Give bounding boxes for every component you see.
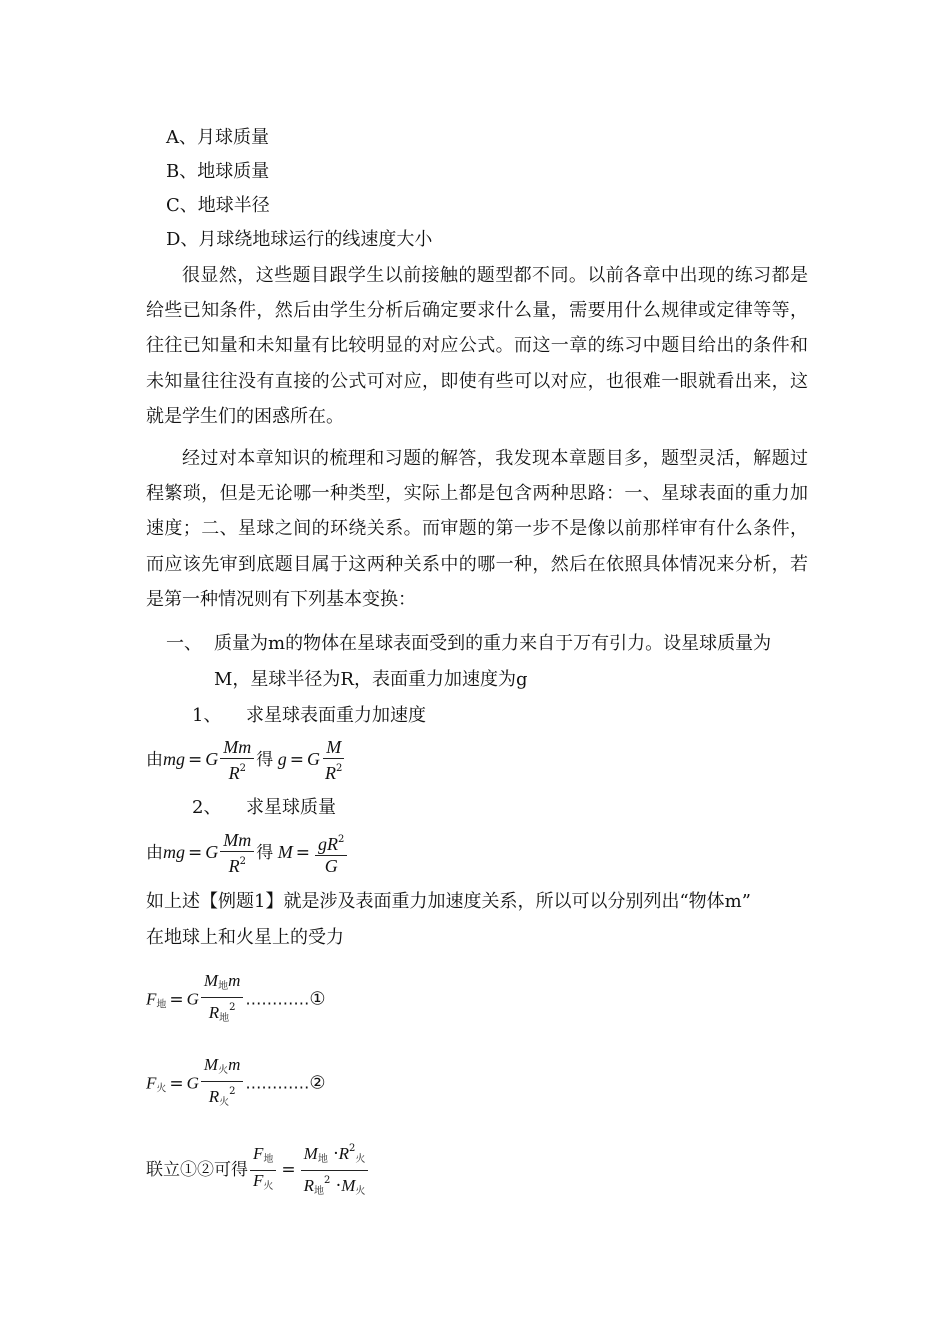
formula-word-you: 由 [146,750,163,770]
subsection-2-title: 求星球质量 [246,797,336,818]
example-text-line1: 如上述【例题1】就是涉及表面重力加速度关系，所以可以分别列出“物体m” [146,891,751,912]
section-text-line1: 质量为m的物体在星球表面受到的重力来自于万有引力。设星球质量为 [214,633,772,654]
ratio-den-huo: 火 [355,1186,366,1197]
ratio-num-huo: 火 [355,1154,366,1165]
section-number: 一、 [166,633,202,654]
formula-word-de: 得 [256,750,274,770]
circle-2: ② [309,1072,326,1094]
example-text-line2: 在地球上和火星上的受力 [146,927,344,948]
formula-planet-mass: 由mg = G $\frac{Mm}{R^2}$ 得 M = $\frac{gR^2}{G}$ [146,831,349,876]
dots-2: ………… [245,1073,310,1093]
equation-ratio: 联立①②可得 $\frac{F_地}{F_火}$ = $\frac{M_地 \cdot R^2_火}{R_地^2 \cdot M_火}$ [146,1140,370,1201]
formula-word-you-2: 由 [146,843,163,863]
ratio-sub-huo: 火 [263,1181,274,1192]
ratio-sub-di: 地 [263,1154,274,1165]
sub-di: 地 [156,999,167,1011]
sub-huo: 火 [156,1083,167,1095]
sub-huo-num: 火 [218,1065,229,1076]
equation-mars-force: $F_火 = G$ $\frac{M_火m}{R_火^2}$ …………② [146,1055,326,1108]
circle-1: ① [309,988,326,1010]
subsection-1-number: 1、 [192,705,222,726]
sub-huo-den: 火 [219,1097,230,1108]
paragraph-method: 经过对本章知识的梳理和习题的解答，我发现本章题目多，题型灵活，解题过程繁琐，但是无论哪一种类型，实际上都是包含两种思路：一、星球表面的重力加速度；二、星球之间的环绕关系。而审题的第一步不是像以前那样审有什么条件，而应该先审到底题目属于这两种关系中的哪一种，然后在依照具体情况来分析，若是第一种情况则有下列基本变换： [146,448,808,610]
equation-earth-force: $F_地 = G$ $\frac{M_地m}{R_地^2}$ …………① [146,971,326,1024]
subsection-1-title: 求星球表面重力加速度 [246,705,426,726]
sub-di-num: 地 [218,981,229,992]
option-d: D、月球绕地球运行的线速度大小 [166,229,433,250]
subsection-2-number: 2、 [192,797,222,818]
formula-surface-gravity: 由mg = G $\frac{Mm}{R^2}$ 得 g = G $\frac{M}{R^2}$ [146,737,343,783]
ratio-den-di: 地 [314,1186,325,1197]
section-text-line2: M，星球半径为R，表面重力加速度为g [214,669,528,690]
dots-1: ………… [245,989,310,1009]
word-lianli: 联立①②可得 [146,1160,248,1180]
sub-di-den: 地 [219,1013,230,1024]
option-c: C、地球半径 [166,195,270,216]
option-a: A、月球质量 [166,127,269,148]
option-b: B、地球质量 [166,161,270,182]
paragraph-analysis: 很显然，这些题目跟学生以前接触的题型都不同。以前各章中出现的练习都是给些已知条件，然后由学生分析后确定要求什么量，需要用什么规律或定律等等，往往已知量和未知量有比较明显的对应公式。而这一章的练习中题目给出的条件和未知量往往没有直接的公式可对应，即使有些可以对应，也很难一眼就看出来，这就是学生们的困惑所在。 [146,265,808,427]
ratio-num-di: 地 [317,1154,328,1165]
formula-word-de-2: 得 [256,843,274,863]
